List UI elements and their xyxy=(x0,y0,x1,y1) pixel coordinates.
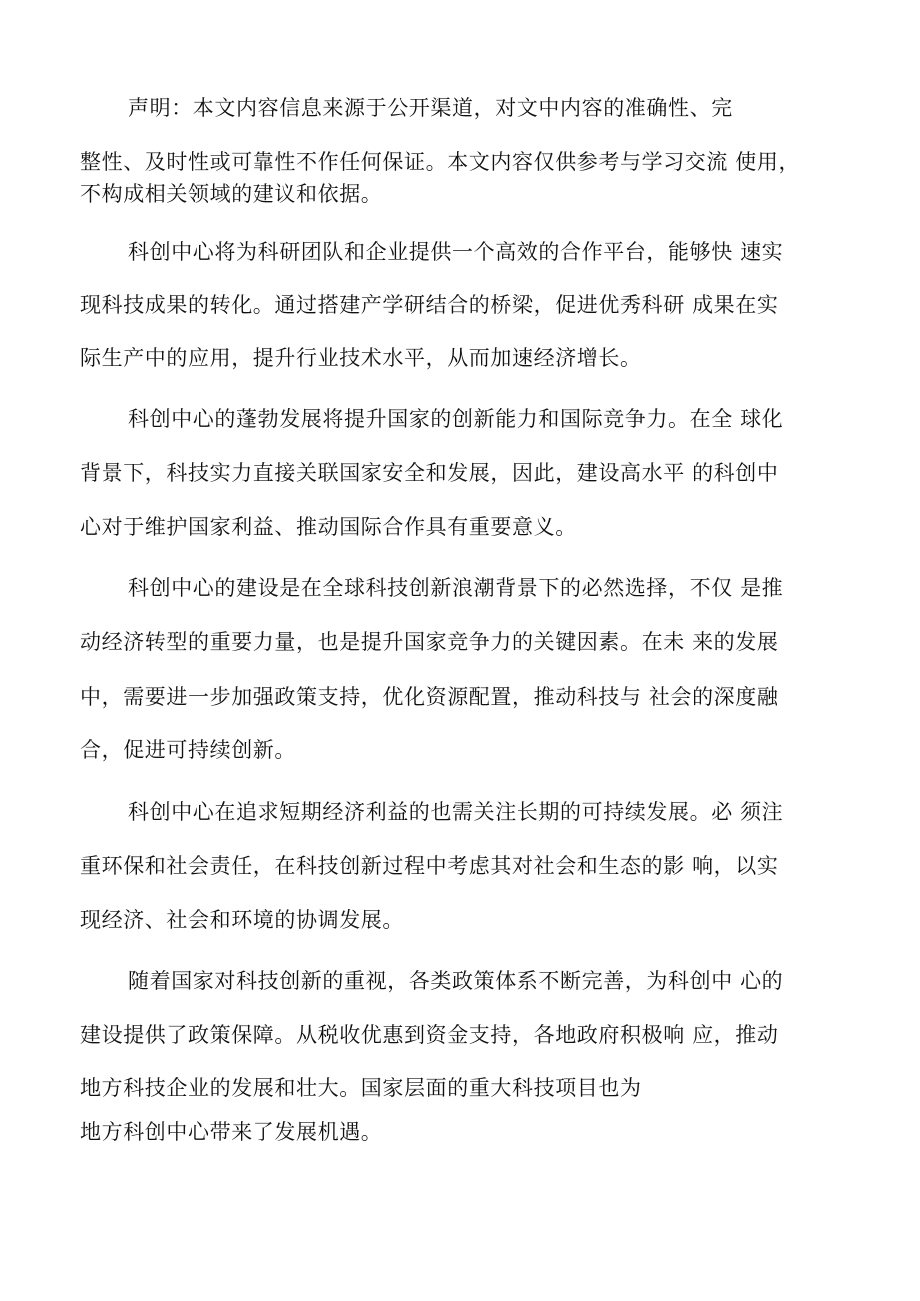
paragraph-5-line-3: 现经济、社会和环境的协调发展。 xyxy=(80,908,404,932)
paragraph-4-line-1: 科创中心的建设是在全球科技创新浪潮背景下的必然选择，不仅 是推 xyxy=(128,576,784,600)
paragraph-6-line-2: 建设提供了政策保障。从税收优惠到资金支持，各地政府积极响 应，推动 xyxy=(80,1023,779,1047)
paragraph-3-line-3: 心对于维护国家利益、推动国际合作具有重要意义。 xyxy=(80,515,577,539)
paragraph-6-line-3: 地方科技企业的发展和壮大。国家层面的重大科技项目也为 xyxy=(80,1076,642,1100)
paragraph-3-line-1: 科创中心的蓬勃发展将提升国家的创新能力和国际竞争力。在全 球化 xyxy=(128,407,784,431)
paragraph-3-line-2: 背景下，科技实力直接关联国家安全和发展，因此，建设高水平 的科创中 xyxy=(80,461,779,485)
paragraph-5-line-2: 重环保和社会责任，在科技创新过程中考虑其对社会和生态的影 响，以实 xyxy=(80,854,779,878)
paragraph-2-line-1: 科创中心将为科研团队和企业提供一个高效的合作平台，能够快 速实 xyxy=(128,240,784,264)
disclaimer-line-2: 整性、及时性或可靠性不作任何保证。本文内容仅供参考与学习交流 使用， xyxy=(80,150,801,174)
paragraph-6-line-4: 地方科创中心带来了发展机遇。 xyxy=(80,1120,383,1144)
paragraph-2-line-3: 际生产中的应用，提升行业技术水平，从而加速经济增长。 xyxy=(80,346,642,370)
paragraph-5-line-1: 科创中心在追求短期经济利益的也需关注长期的可持续发展。必 须注 xyxy=(128,800,784,824)
paragraph-4-line-2: 动经济转型的重要力量，也是提升国家竞争力的关键因素。在未 来的发展 xyxy=(80,630,779,654)
paragraph-4-line-4: 合，促进可持续创新。 xyxy=(80,738,296,762)
paragraph-6-line-1: 随着国家对科技创新的重视，各类政策体系不断完善，为科创中 心的 xyxy=(128,969,784,993)
disclaimer-line-1: 声明：本文内容信息来源于公开渠道，对文中内容的准确性、完 xyxy=(128,96,733,120)
paragraph-2-line-2: 现科技成果的转化。通过搭建产学研结合的桥梁，促进优秀科研 成果在实 xyxy=(80,293,779,317)
disclaimer-line-3: 不构成相关领域的建议和依据。 xyxy=(80,182,383,206)
paragraph-4-line-3: 中，需要进一步加强政策支持，优化资源配置，推动科技与 社会的深度融 xyxy=(80,685,779,709)
